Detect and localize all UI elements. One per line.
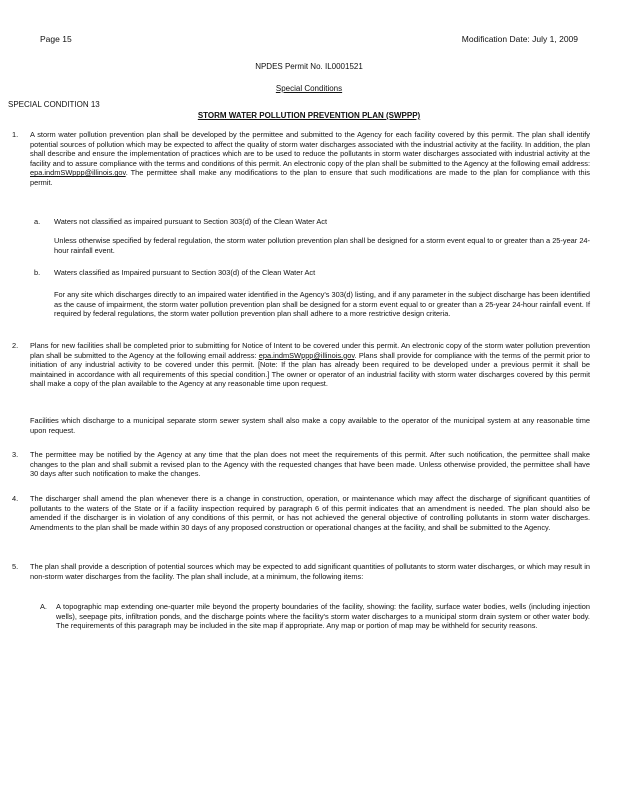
sub-item-text: For any site which discharges directly to an impaired water identified in the Agency's 303(d) listing, and if any parameter in the subject discharge has been identified as the cause of impairment, the storm water pollution prevention plan shall be designed for a storm event equal to or greater than a 25-year 24-hour rainfall event. If required by federal regulations, the storm water pollution prevention plan shall adhere to a more restrictive design criteria. [54,290,590,319]
paragraph-2-continuation: Facilities which discharge to a municipal separate storm sewer system shall also make a copy available to the operator of the municipal system at any reasonable time upon request. [30,416,590,435]
paragraph-5: The plan shall provide a description of potential sources which may be expected to add significant quantities of pollutants to storm water discharges, or which may result in non-storm water discharges from the facility. The plan shall include, at a minimum, the following items: [30,562,590,581]
special-condition-label: SPECIAL CONDITION 13 [8,100,100,109]
page-label: Page 15 [40,34,72,44]
paragraph-4: The discharger shall amend the plan whenever there is a change in construction, operation, or maintenance which may affect the discharge of significant quantities of pollutants to the waters of the State or if a facility inspection required by paragraph 6 of this permit indicates that an amendment is needed. The plan should also be amended if the discharger is in violation of any conditions of this permit, or has not achieved the general objective of controlling pollutants in storm water discharges. Amendments to the plan shall be made within 30 days of any proposed construction or operational changes at the facility, and shall be submitted to the Agency. [30,494,590,532]
email-link[interactable]: epa.indmSWppp@illinois.gov [258,350,355,360]
sub-item-text: A topographic map extending one-quarter mile beyond the property boundaries of the facility, showing: the facility, surface water bodies, wells (including injection wells), seepage pits, infiltration ponds, and the discharge points where the facility's storm water discharges to a municipal storm drain system or other water body. The requirements of this paragraph may be included in the site map if appropriate. Any map or portion of map may be withheld for security reasons. [56,602,590,631]
sub-item-letter: a. [34,217,41,226]
email-link[interactable]: epa.indmSWppp@illinois.gov [30,168,126,178]
paragraph-1: A storm water pollution prevention plan shall be developed by the permittee and submitted to the Agency for each facility covered by this permit. The plan shall identify potential sources of pollution which may be expected to affect the quality of storm water discharges associated with the industrial activity at the facility. In addition, the plan shall describe and ensure the implementation of practices which are to be used to reduce the pollutants in storm water discharges associated with industrial activity at the facility and to assure compliance with the terms and conditions of this permit. An electronic copy of the plan shall be submitted to the Agency at the following email address: epa.indmSWppp@illinois.gov. The permittee shall make any modifications to the plan to ensure that such modifications are made to the plan for compliance with this permit. [30,130,590,187]
paragraph-2: Plans for new facilities shall be completed prior to submitting for Notice of Intent to be covered under this permit. An electronic copy of the storm water pollution prevention plan shall be submitted to the Agency at the following email address: epa.indmSWppp@illinois.gov. Plans shall provide for compliance with the terms of the permit prior to initiation of any industrial activity to be covered under this permit. [Note: If the plan has already been required to be developed under a previous permit it shall be maintained in accordance with all requirements of this special condition.] The owner or operator of an industrial facility with storm water discharges covered by this permit shall make a copy of the plan available to the Agency at any reasonable time upon request. [30,341,591,389]
paragraph-3: The permittee may be notified by the Agency at any time that the plan does not meet the requirements of this permit. After such notification, the permittee shall make changes to the plan and shall submit a revised plan to the Agency with the requested changes that have been made. Unless otherwise provided, the permittee shall have 30 days after such notification to make the changes. [30,450,590,479]
item-number: 1. [12,130,19,139]
modification-date: Modification Date: July 1, 2009 [461,34,578,44]
permit-number: NPDES Permit No. IL0001521 [255,62,363,71]
sub-item-heading: Waters not classified as impaired pursuant to Section 303(d) of the Clean Water Act [54,217,328,226]
section-title: Special Conditions [275,84,343,93]
sub-item-letter: A. [40,602,47,611]
item-number: 5. [12,562,19,571]
sub-item-letter: b. [34,268,41,277]
sub-item-text: Unless otherwise specified by federal regulation, the storm water pollution prevention plan shall be designed for a storm event equal to or greater than a 25-year 24-hour rainfall event. [54,236,590,255]
item-number: 4. [12,494,19,503]
item-number: 3. [12,450,19,459]
item-number: 2. [12,341,19,350]
sub-item-heading: Waters classified as Impaired pursuant to Section 303(d) of the Clean Water Act [54,268,316,277]
special-condition-title: STORM WATER POLLUTION PREVENTION PLAN (SWPPP) [197,111,421,120]
